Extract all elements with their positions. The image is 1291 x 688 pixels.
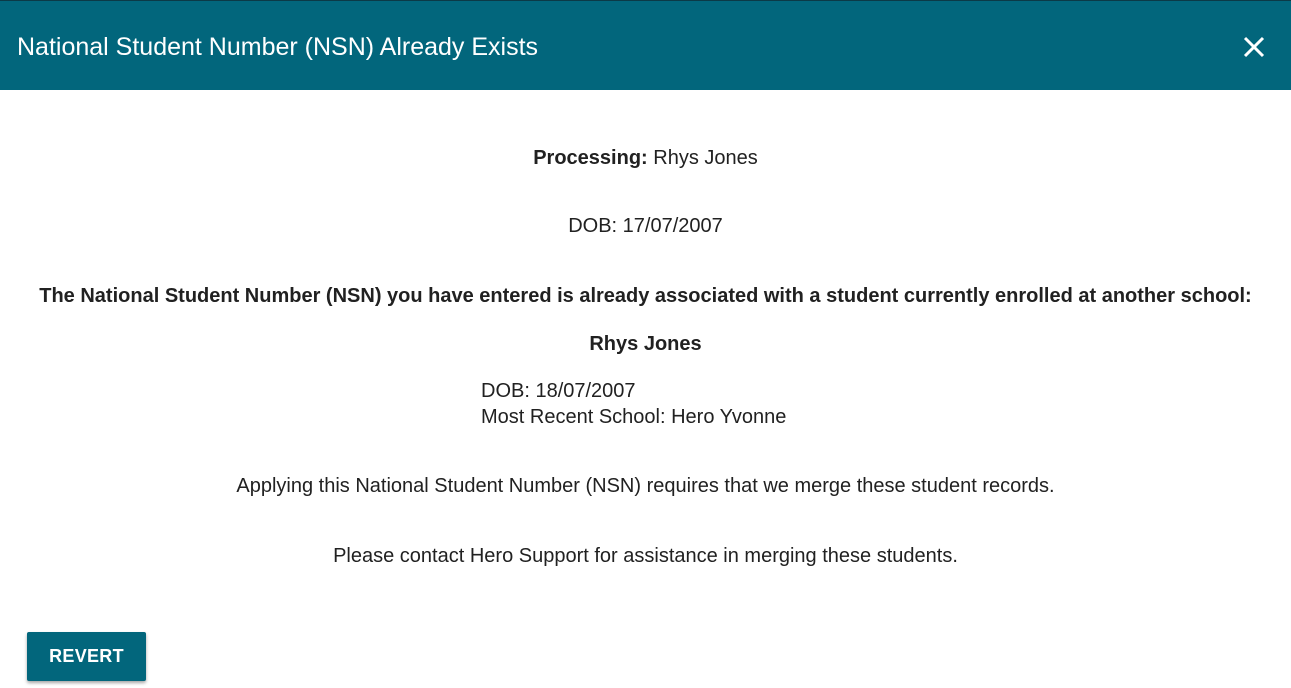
existing-student-school: Most Recent School: Hero Yvonne bbox=[481, 406, 787, 428]
dialog-title: National Student Number (NSN) Already Exists bbox=[17, 33, 539, 61]
nsn-warning-text: The National Student Number (NSN) you have entered is already associated with a student currently enrolled at another school: bbox=[39, 285, 1252, 307]
close-icon bbox=[1238, 31, 1270, 63]
close-button[interactable] bbox=[1238, 31, 1270, 63]
existing-student-dob: DOB: 18/07/2007 bbox=[481, 380, 636, 402]
processing-dob: DOB: 17/07/2007 bbox=[568, 215, 723, 237]
processing-line bbox=[0, 145, 1291, 171]
support-notice: Please contact Hero Support for assistance in merging these students. bbox=[333, 545, 958, 567]
dialog-header bbox=[0, 0, 1291, 90]
revert-button[interactable]: REVERT bbox=[27, 632, 146, 681]
merge-notice: Applying this National Student Number (NSN) requires that we merge these student records. bbox=[236, 475, 1055, 497]
processing-name: Rhys Jones bbox=[653, 147, 758, 169]
existing-student-name: Rhys Jones bbox=[589, 333, 702, 355]
processing-label: Processing: bbox=[533, 147, 648, 169]
